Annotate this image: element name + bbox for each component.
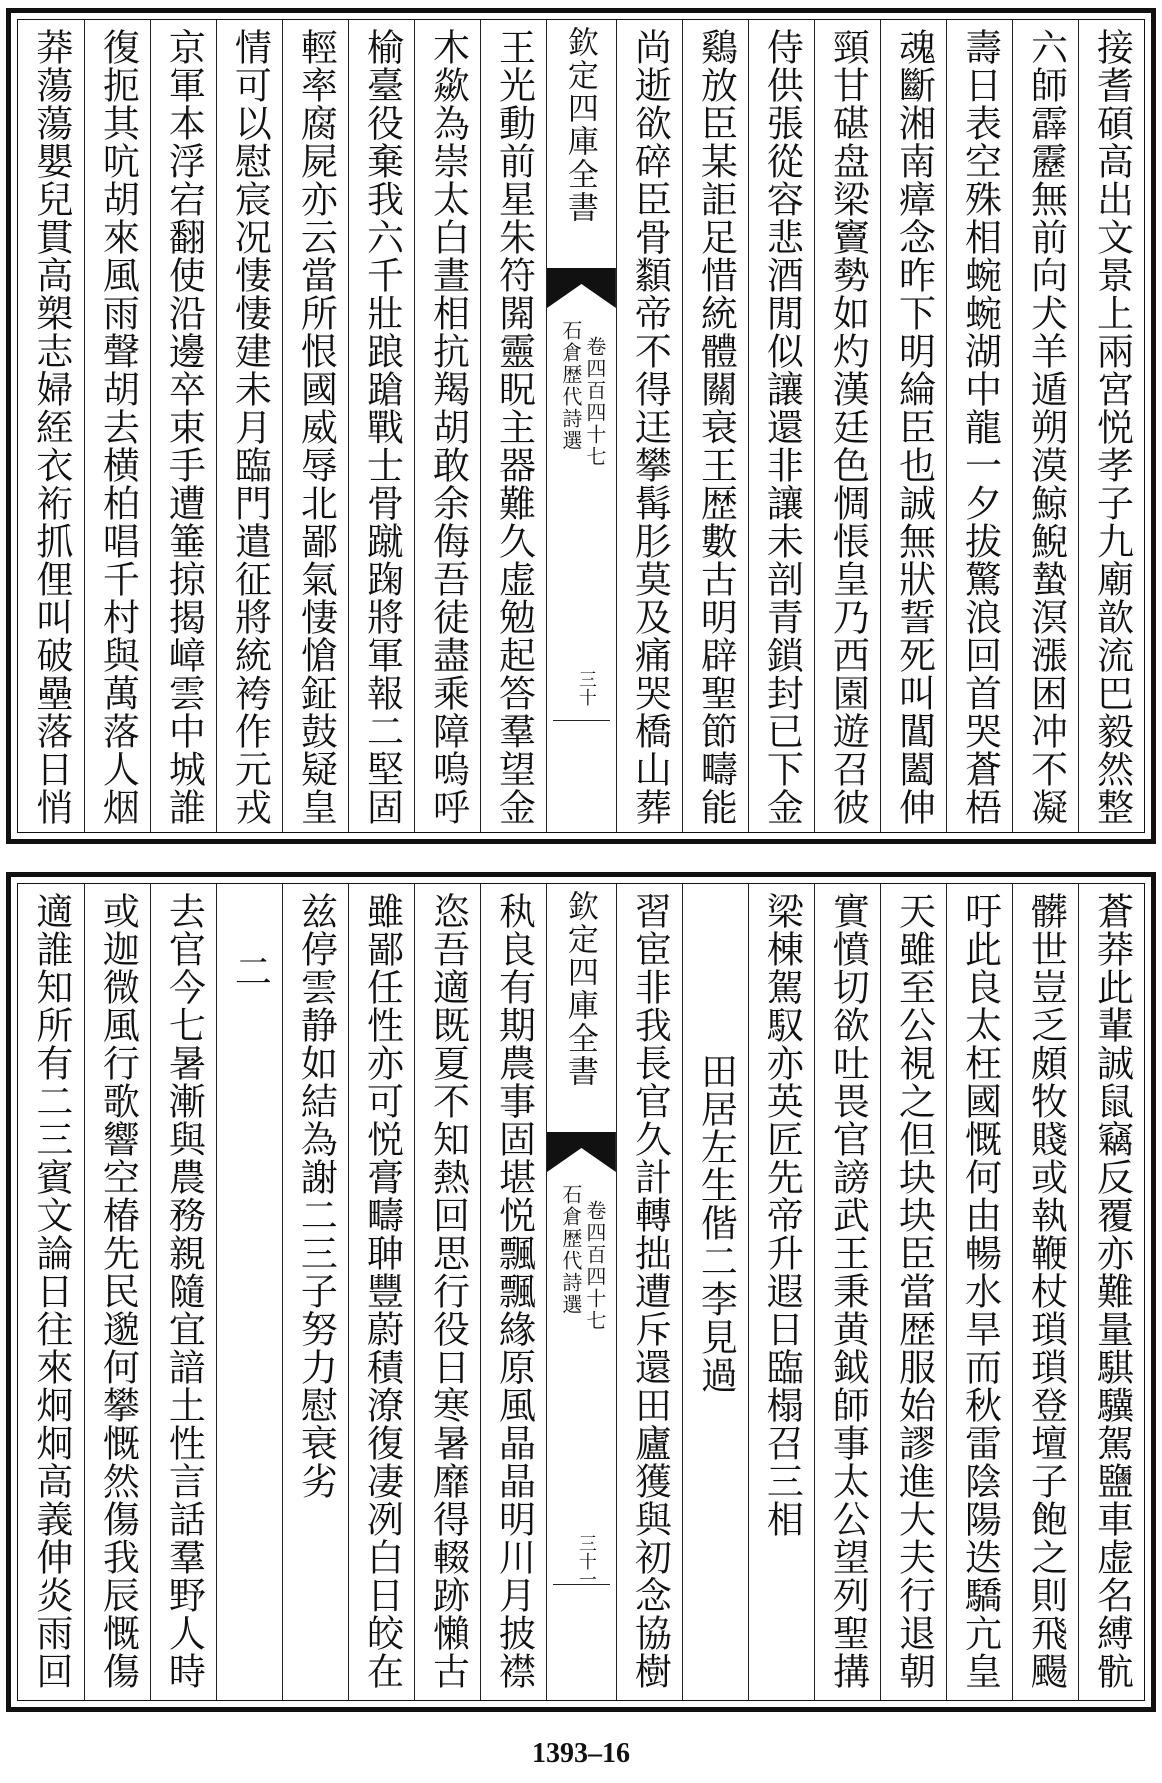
text-column: 實憤切欲吐畏官謗武王秉黄鉞師事太公望列聖搆 [814,884,880,1700]
text-column: 六師霹靂無前向犬羊遁朔漠鯨鯢蟄溟漲困冲不凝 [1012,20,1078,832]
margin-book-title: 石倉歴代詩選 [558,1184,583,1316]
margin-divider [553,1584,610,1585]
center-margin [546,20,616,832]
margin-leaf-number: 三十 [575,670,597,706]
text-column: 頸甘碪盘梁竇勢如灼漢廷色惆悵皇乃西園遊召彼 [814,20,880,832]
text-column: 莽蕩蕩嬰兒貫高槊志婦絰衣裄抓俚叫破壘落日悄 [29,28,73,826]
text-column: 秇良有期農事固堪悦飄飄緣原風晶晶明川月披襟 [480,884,546,1700]
text-column: 輕率腐屍亦云當所恨國威辱北鄙氣悽愴鉦鼓疑皇 [282,20,348,832]
text-column: 復扼其吭胡來風雨聲胡去横柏唱千村與萬落人烟 [84,20,150,832]
poem-title-column: 田居左生偕二李見過 [682,884,748,1700]
poem-number-column: 二 [216,884,282,1700]
text-column: 雖鄙任性亦可悦膏疇䎶豐蔚積潦復凄冽白日皎在 [348,884,414,1700]
text-column: 接耆碩高出文景上兩宮悦孝子九廟歆流巴毅然整 [1078,20,1144,832]
margin-volume: 卷四百四十七 [582,1200,607,1332]
bottom-leaf-frame [17,883,1145,1701]
margin-volume: 卷四百四十七 [582,336,607,468]
text-column: 壽日表空殊相蜿蜿湖中龍一夕拔驚浪回首哭蒼梧 [946,20,1012,832]
text-column: 榆臺役棄我六千壯踉蹌戰士骨蹴踘將軍報二堅固 [348,20,414,832]
margin-book-title: 石倉歴代詩選 [558,320,583,452]
text-column: 蒼莽此輩誠鼠竊反覆亦難量騏驥駕鹽車虚名縛骯 [1078,884,1144,1700]
text-column: 京軍本浮宕翻使沿邊卒束手遭箠掠揭嶂雲中城誰 [150,20,216,832]
text-column: 尚逝欲碎臣骨纇帝不得迋攀髯肜莫及痛哭橋山葬 [616,20,682,832]
text-column: 王光動前星朱符閞靈眖主器難久虚勉起答羣望金 [480,20,546,832]
text-column: 恣吾適既夏不知熱回思行役日寒暑靡得輟跡懶古 [414,884,480,1700]
text-column: 吁此良太枉國慨何由暢水旱而秋雷陰陽迭驕亢皇 [946,884,1012,1700]
top-leaf [6,8,1156,844]
margin-title: 欽定四庫全書 [561,890,598,1088]
text-column: 去官今七暑漸與農務親隨宜諳土性言話羣野人時 [150,884,216,1700]
margin-divider [553,720,610,721]
margin-title: 欽定四庫全書 [561,26,598,224]
text-column: 侍供張從容悲酒閒似讓還非讓未剖青鎖封已下金 [748,20,814,832]
text-column: 情可以慰宸况悽悽建未月臨門遣征將統袴作元戎 [216,20,282,832]
text-column: 天雖至公視之但块块臣當歴服始謬進大夫行退朝 [880,884,946,1700]
text-column: 髒世豈乏頗牧賤或執鞭杖瑣瑣登壇子飽之則飛颺 [1012,884,1078,1700]
text-column: 梁棟駕馭亦英匠先帝升遐日臨榻召三相 [748,884,814,1700]
text-column: 鷄放臣某詎足惜統體關衰王歴數古明辟聖節疇能 [682,20,748,832]
fishtail-ornament [547,1132,616,1172]
text-column: 適誰知所有二三賓文論日往來炯炯高義伸炎雨回 [29,892,73,1690]
margin-leaf-number: 三十一 [575,1534,597,1588]
text-column: 木歘為崇太白晝相抗羯胡敢余侮吾徒盡乘障嗚呼 [414,20,480,832]
center-margin [546,884,616,1700]
text-column: 習宦非我長官久計轉拙遭斥還田廬獲與初念協樹 [616,884,682,1700]
text-column: 兹停雲静如結為謝二三子努力慰衰劣 [282,884,348,1700]
text-column: 魂斷湘南瘴念昨下明綸臣也誠無狀誓死叫閶闔伸 [880,20,946,832]
text-column: 或迦微風行歌響空椿先民邈何攀慨然傷我辰慨傷 [84,884,150,1700]
top-leaf-frame [17,19,1145,833]
bottom-leaf [6,872,1156,1712]
fishtail-ornament [547,268,616,308]
page-number: 1393–16 [532,1738,630,1769]
